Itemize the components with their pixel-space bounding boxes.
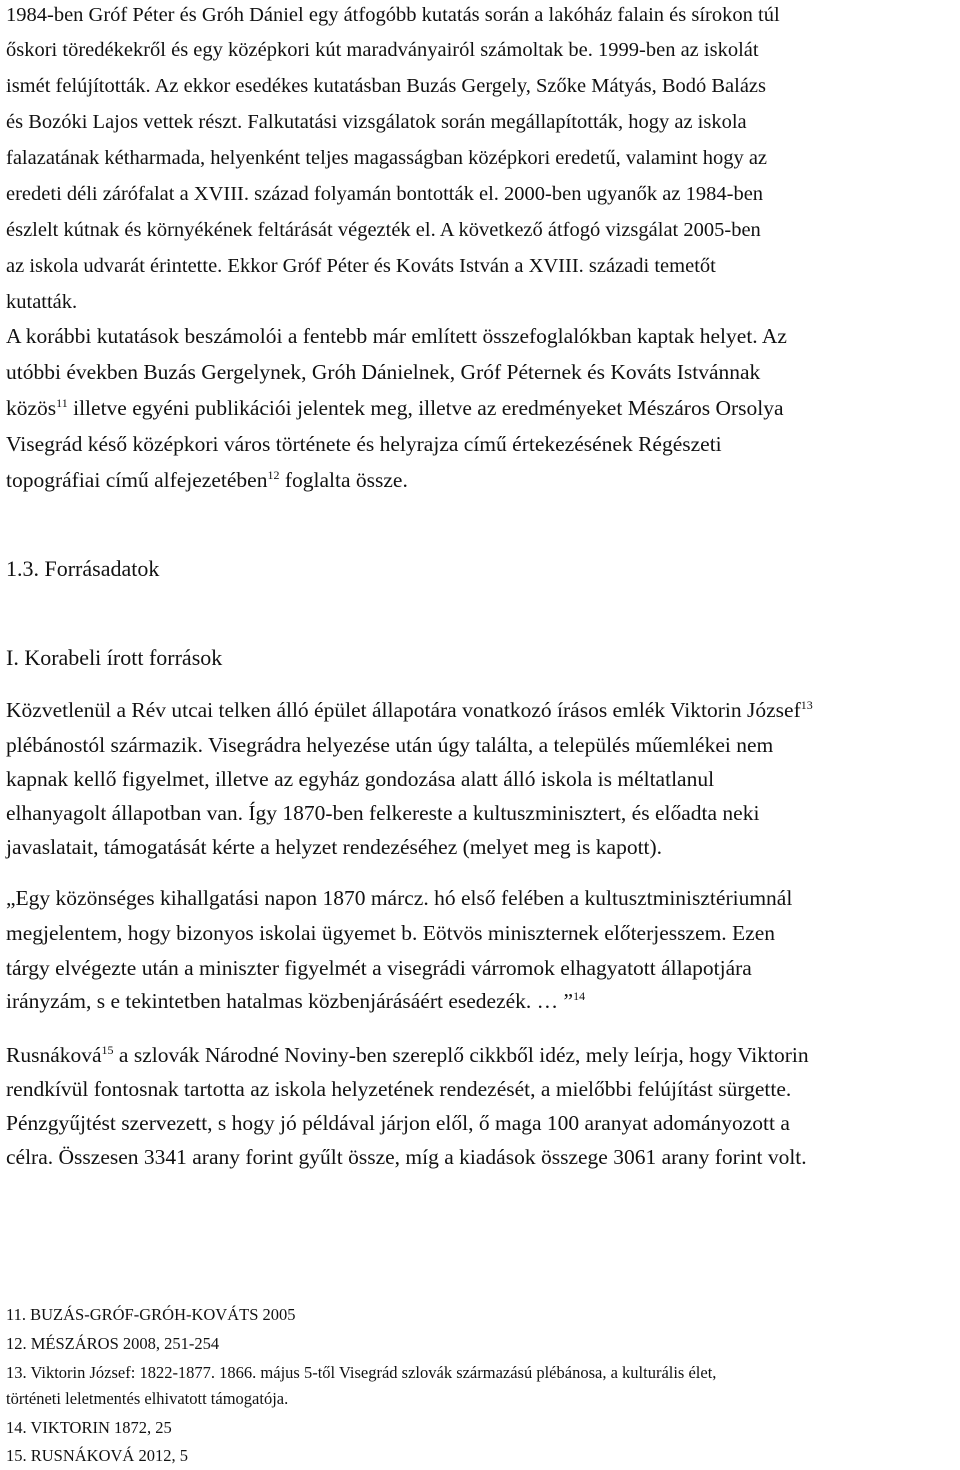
paragraph-line: elhanyagolt állapotban van. Így 1870-ben felkereste a kultuszminisztert, és előadta neki	[6, 801, 760, 825]
paragraph-line: falazatának kétharmada, helyenként teljes magasságban középkori eredetű, valamint hogy az	[6, 147, 768, 169]
footnote: 14. VIKTORIN 1872, 25	[6, 1418, 172, 1437]
paragraph-line: kapnak kellő figyelmet, illetve az egyház gondozása alatt álló iskola is méltatlanul	[6, 767, 715, 791]
paragraph-line: Pénzgyűjtést szervezett, s hogy jó példával járjon elől, ő maga 100 aranyat adományozott a	[6, 1111, 790, 1135]
text-run: Közvetlenül a Rév utcai telken álló épület állapotára vonatkozó írásos emlék Viktorin József	[6, 698, 801, 722]
text-run: közös	[6, 396, 57, 420]
paragraph-line: az iskola udvarát érintette. Ekkor Gróf Péter és Kováts István a XVIII. századi temetőt	[6, 255, 716, 277]
quote-line: „Egy közönséges kihallgatási napon 1870 márcz. hó első felében a kultusztminisztériumnál	[6, 886, 793, 910]
paragraph-line: A korábbi kutatások beszámolói a fentebb már említett összefoglalókban kaptak helyet. Az	[6, 324, 787, 348]
section-title: 1.3. Forrásadatok	[6, 556, 160, 581]
footnote: történeti leletmentés elhivatott támogatója.	[6, 1389, 289, 1408]
footnote-ref: 13	[800, 697, 813, 712]
paragraph-line: ismét felújították. Az ekkor esedékes kutatásban Buzás Gergely, Szőke Mátyás, Bodó Balázs	[6, 75, 767, 97]
paragraph-line: utóbbi években Buzás Gergelynek, Gróh Dánielnek, Gróf Péternek és Kováts Istvánnak	[6, 360, 761, 384]
text-run: Rusnáková	[6, 1043, 102, 1067]
footnote-ref: 12	[267, 467, 280, 482]
paragraph-line: 1984-ben Gróf Péter és Gróh Dániel egy átfogóbb kutatás során a lakóház falain és sírokon túl	[6, 4, 780, 26]
footnote: 11. BUZÁS-GRÓF-GRÓH-KOVÁTS 2005	[6, 1305, 296, 1324]
paragraph-line	[6, 697, 813, 723]
paragraph-line	[6, 467, 408, 493]
subsection-title: I. Korabeli írott források	[6, 645, 223, 670]
footnote: 15. RUSNÁKOVÁ 2012, 5	[6, 1446, 188, 1465]
text-run: topográfiai című alfejezetében	[6, 468, 268, 492]
text-run: illetve egyéni publikációi jelentek meg, illetve az eredményeket Mészáros Orsolya	[67, 396, 784, 420]
footnote: 12. MÉSZÁROS 2008, 251-254	[6, 1334, 220, 1353]
paragraph-line: célra. Összesen 3341 arany forint gyűlt össze, míg a kiadások összege 3061 arany forint volt.	[6, 1145, 807, 1169]
paragraph-line: plébánostól származik. Visegrádra helyezése után úgy találta, a település műemlékei nem	[6, 733, 774, 757]
paragraph-line	[6, 1042, 809, 1068]
quote-line	[6, 988, 585, 1014]
paragraph-line: észlelt kútnak és környékének feltárását végezték el. A következő átfogó vizsgálat 2005-ben	[6, 219, 761, 241]
paragraph-line	[6, 395, 784, 421]
quote-line: tárgy elvégezte után a miniszter figyelmét a visegrádi várromok elhagyatott állapotjára	[6, 956, 752, 980]
footnote-ref: 15	[101, 1042, 114, 1057]
paragraph-line: eredeti déli zárófalat a XVIII. század folyamán bontották el. 2000-ben ugyanők az 1984-ben	[6, 183, 764, 205]
text-run: foglalta össze.	[279, 468, 408, 492]
paragraph-line: rendkívül fontosnak tartotta az iskola helyzetének rendezését, a mielőbbi felújítást sürgette.	[6, 1077, 792, 1101]
paragraph-line: kutatták.	[6, 291, 78, 313]
paragraph-line: és Bozóki Lajos vettek részt. Falkutatási vizsgálatok során megállapították, hogy az iskola	[6, 111, 747, 133]
paragraph-line: Visegrád késő középkori város története és helyrajza című értekezésének Régészeti	[6, 432, 722, 456]
text-run: irányzám, s e tekintetben hatalmas közbenjárásáért esedezék. … ”	[6, 989, 574, 1013]
paragraph-line: őskori töredékekről és egy középkori kút maradványairól számoltak be. 1999-ben az iskolát	[6, 39, 759, 61]
footnote-ref: 11	[56, 395, 68, 410]
footnote: 13. Viktorin József: 1822-1877. 1866. május 5-től Visegrád szlovák származású plébánosa, a kulturális élet,	[6, 1363, 717, 1382]
paragraph-line: javaslatait, támogatását kérte a helyzet rendezéséhez (melyet meg is kapott).	[6, 835, 663, 859]
quote-line: megjelentem, hogy bizonyos iskolai ügyemet b. Eötvös miniszternek előterjesszem. Ezen	[6, 921, 776, 945]
footnote-ref: 14	[573, 988, 586, 1003]
text-run: a szlovák Národné Noviny-ben szereplő cikkből idéz, mely leírja, hogy Viktorin	[113, 1043, 809, 1067]
